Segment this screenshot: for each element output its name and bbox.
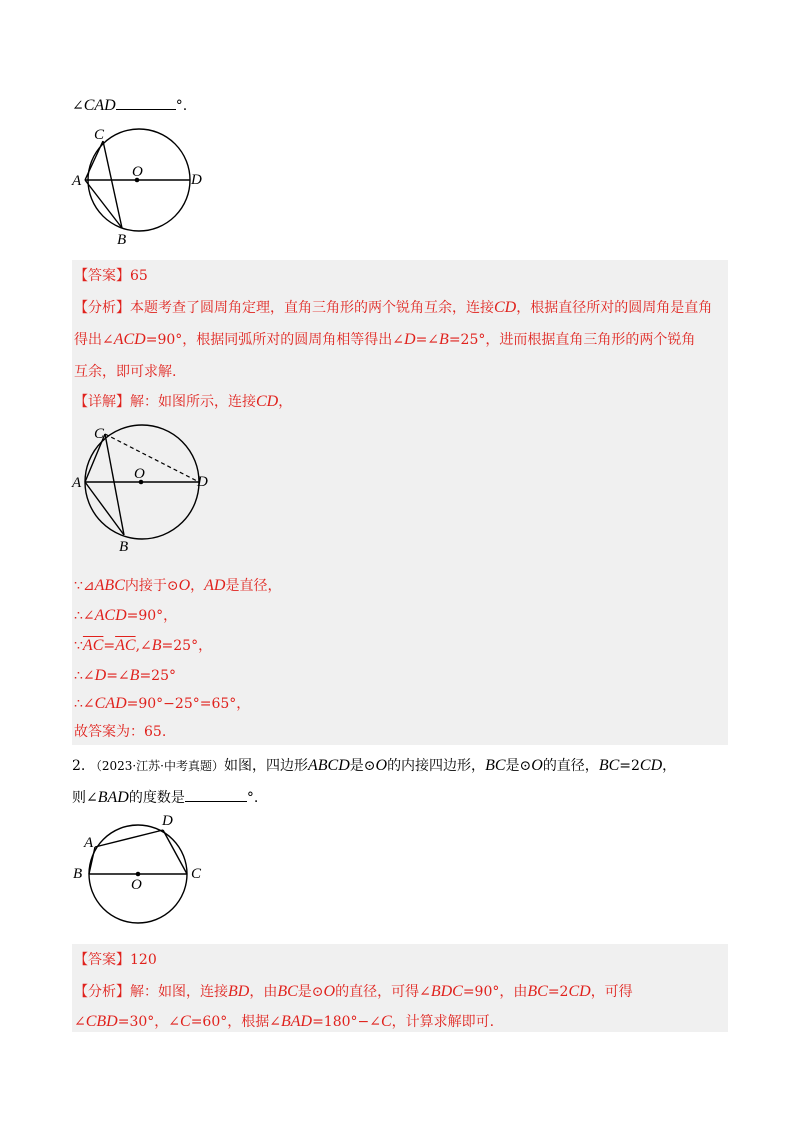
angle-var: CAD [83,97,116,114]
answer-blank[interactable] [116,109,176,110]
analysis-text: 解：如图，连接 [130,984,228,1000]
label-b: B [119,539,129,555]
label-d: D [191,172,202,188]
step-var: O [178,577,191,594]
step-text: ∴∠ [74,696,95,712]
analysis-text: ，根据直径所对的圆周角是直角 [516,300,713,316]
q1-step5 [74,694,250,714]
step-text: ∵⊿ [74,578,95,594]
label-o: O [132,164,143,180]
analysis-var: CBD [85,1013,118,1030]
step-text: ∵ [74,638,83,654]
q1-step2 [74,606,177,626]
step-var: CAD [94,695,127,712]
prompt-tail: °. [175,98,188,114]
q1-answer-line [74,266,148,286]
analysis-text: ，计算求解即可. [391,1014,495,1030]
question-source: （2023·江苏·中考真题） [89,759,224,773]
q2-circle-figure [70,812,210,930]
step-var: B [129,667,140,684]
label-c: C [191,866,202,882]
analysis-var: BC [527,983,548,1000]
q2-line2 [72,788,258,808]
question-text: 的内接四边形， [387,758,486,774]
q1-circle-figure [70,124,210,248]
arc-var: $\overline{AC}$ [115,637,136,654]
step-text: =90°−25°=65°， [126,696,251,712]
analysis-text: =25°，进而根据直角三角形的两个锐角 [448,332,696,348]
q1-step4 [74,666,176,686]
detail-text: 解：如图所示，连接 [130,394,256,410]
analysis-var: BD [228,983,250,1000]
step-var: ACD [94,607,127,624]
label-o: O [134,466,145,482]
label-b: B [73,866,83,882]
question-var: BC [485,757,506,774]
step-text: ,∠ [135,638,152,654]
answer-label: 【答案】 [74,952,130,968]
step-text: =90°， [126,608,178,624]
analysis-var: B [439,331,449,348]
question-var: O [375,757,388,774]
q1-analysis-line2 [74,330,695,350]
detail-var: CD [256,393,279,410]
step-text: =∠ [106,668,130,684]
analysis-text: =90°，根据同弧所对的圆周角相等得出∠ [145,332,405,348]
question-var: O [531,757,543,774]
q2-analysis-line1 [74,982,633,1002]
analysis-text: ，可得 [590,984,633,1000]
q2-answer-line [74,950,157,970]
step-text: =25° [139,668,176,684]
question-text: 如图，四边形 [223,758,308,774]
question-var: BAD [97,789,129,806]
question-text: °. [246,790,259,806]
question-text: 则∠ [72,790,98,806]
question-text: ， [662,758,677,774]
analysis-var: O [323,983,336,1000]
step-text: ， [190,578,205,594]
question-text: 是⊙ [349,758,376,774]
label-o: O [131,877,142,893]
answer-value: 120 [130,952,157,968]
answer-value: 65 [130,268,148,284]
step-var: AD [204,577,226,594]
q1-detail-figure [70,420,220,556]
analysis-text: 互余，即可求解. [74,364,177,380]
label-a: A [84,835,94,851]
analysis-var: CD [494,299,517,316]
label-c: C [94,127,105,143]
question-number: 2. [72,758,86,774]
analysis-text: =180°−∠ [312,1014,381,1030]
question-text: 的直径， [542,758,599,774]
arc-var: $\overline{AC}$ [82,637,104,654]
analysis-text: =90°，由 [462,984,528,1000]
label-b: B [117,232,127,248]
step-var: ABC [94,577,125,594]
step-text: ∴∠ [74,608,95,624]
analysis-var: D [404,331,416,348]
analysis-text: 得出∠ [74,332,114,348]
q1-analysis-line3 [74,362,176,382]
q1-analysis-line1 [74,298,712,318]
step-text: 故答案为：65. [74,724,167,740]
detail-label: 【详解】 [74,394,130,410]
analysis-text: 的直径，可得∠ [335,984,431,1000]
step-text: ∴∠ [74,668,95,684]
answer-blank[interactable] [185,801,247,802]
analysis-var: CD [568,983,591,1000]
step-text: 内接于⊙ [124,578,179,594]
analysis-text: =30°，∠ [117,1014,181,1030]
q1-step3 [74,636,212,656]
analysis-var: C [381,1013,392,1030]
analysis-var: BC [277,983,298,1000]
q2-analysis-line2 [74,1012,494,1032]
label-c: C [94,426,105,442]
analysis-text: ，由 [249,984,278,1000]
label-d: D [162,813,173,829]
question-text: 是⊙ [505,758,532,774]
step-text: = [103,638,116,654]
label-d: D [197,474,208,490]
q1-step6 [74,722,166,742]
step-text: 是直径， [225,578,282,594]
analysis-text: 是⊙ [297,984,324,1000]
analysis-text: =∠ [415,332,440,348]
analysis-text: =60°，根据∠ [190,1014,281,1030]
q1-detail-intro [74,392,292,412]
question-var: BC [598,757,620,774]
analysis-var: ACD [113,331,146,348]
label-a: A [72,475,82,491]
analysis-var: BDC [430,983,463,1000]
detail-text: ， [278,394,293,410]
analysis-text: ∠ [74,1014,86,1030]
analysis-var: BAD [280,1013,313,1030]
step-text: =25°， [161,638,213,654]
angle-symbol: ∠ [72,98,84,114]
q1-prompt-line [72,96,187,116]
label-a: A [72,173,82,189]
question-text: =2 [619,758,640,774]
answer-label: 【答案】 [74,268,130,284]
analysis-text: =2 [547,984,569,1000]
q1-step1 [74,576,281,596]
analysis-var: C [180,1013,191,1030]
step-var: B [151,637,162,654]
q2-line1 [72,756,676,776]
question-var: ABCD [307,757,350,774]
question-text: 的度数是 [128,790,185,806]
question-var: CD [639,757,663,774]
analysis-label: 【分析】 [74,300,130,316]
step-var: D [94,667,107,684]
analysis-label: 【分析】 [74,984,130,1000]
analysis-text: 本题考查了圆周角定理，直角三角形的两个锐角互余，连接 [130,300,494,316]
